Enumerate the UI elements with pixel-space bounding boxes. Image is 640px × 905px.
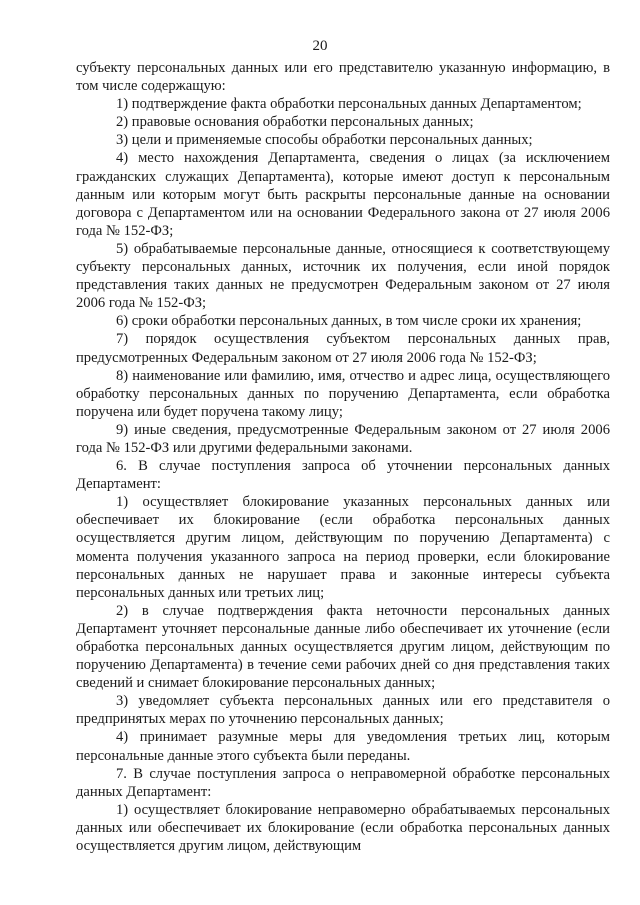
list-item-4: 4) место нахождения Департамента, сведения о лицах (за исключением гражданских служащих Департамента), которые имеют доступ к персональным данным или которым могут быть раскрыты персональные данные на основании договора с Департаментом или на основании Федерального закона от 27 июля 2006 года № 152-ФЗ; [76,150,610,239]
list-item-8: 8) наименование или фамилию, имя, отчество и адрес лица, осуществляющего обработку персональных данных по поручению Департамента, если обработка поручена или будет поручена такому лицу; [76,367,610,420]
section-6-heading: 6. В случае поступления запроса об уточнении персональных данных Департамент: [76,458,610,493]
list-item-9: 9) иные сведения, предусмотренные Федеральным законом от 27 июля 2006 года № 152-ФЗ или другими федеральными законами. [76,421,610,456]
section-6-item-2: 2) в случае подтверждения факта неточности персональных данных Департамент уточняет персональные данные либо обеспечивает их уточнение (если обработка персональных данных осуществляется другим лицом, действующим по поручению Департамента) в течение семи рабочих дней со дня представления таких сведений и снимает блокирование персональных данных; [76,602,610,692]
section-6-item-4: 4) принимает разумные меры для уведомления третьих лиц, которым персональные данные этого субъекта были переданы. [76,729,610,764]
page-number: 20 [312,38,328,54]
section-6-item-3: 3) уведомляет субъекта персональных данных или его представителя о предпринятых мерах по уточнению персональных данных; [76,693,610,728]
list-item-7: 7) порядок осуществления субъектом персональных данных прав, предусмотренных Федеральным законом от 27 июля 2006 года № 152-ФЗ; [76,331,610,366]
list-item-1: 1) подтверждение факта обработки персональных данных Департаментом; [116,96,582,113]
paragraph-intro: субъекту персональных данных или его представителю указанную информацию, в том числе содержащую: [76,60,610,95]
document-body [76,59,610,855]
section-6-item-1: 1) осуществляет блокирование указанных персональных данных или обеспечивает их блокирование (если обработка персональных данных осуществляется другим лицом, действующим по поручению Департамента) с момента получения указанного запроса на период проверки, если блокирование персональных данных не нарушает права и законные интересы субъекта персональных данных или третьих лиц; [76,494,610,601]
list-item-2: 2) правовые основания обработки персональных данных; [116,114,474,131]
section-7-item-1: 1) осуществляет блокирование неправомерно обрабатываемых персональных данных или обеспечивает их блокирование (если обработка персональных данных осуществляется другим лицом, действующим [76,801,610,855]
section-7-heading: 7. В случае поступления запроса о неправомерной обработке персональных данных Департамент: [76,765,610,800]
list-item-5: 5) обрабатываемые персональные данные, относящиеся к соответствующему субъекту персональных данных, источник их получения, если иной порядок представления таких данных не предусмотрен Федеральным законом от 27 июля 2006 года № 152-ФЗ; [76,240,610,312]
list-item-6: 6) сроки обработки персональных данных, в том числе сроки их хранения; [116,313,582,330]
list-item-3: 3) цели и применяемые способы обработки персональных данных; [116,132,533,149]
